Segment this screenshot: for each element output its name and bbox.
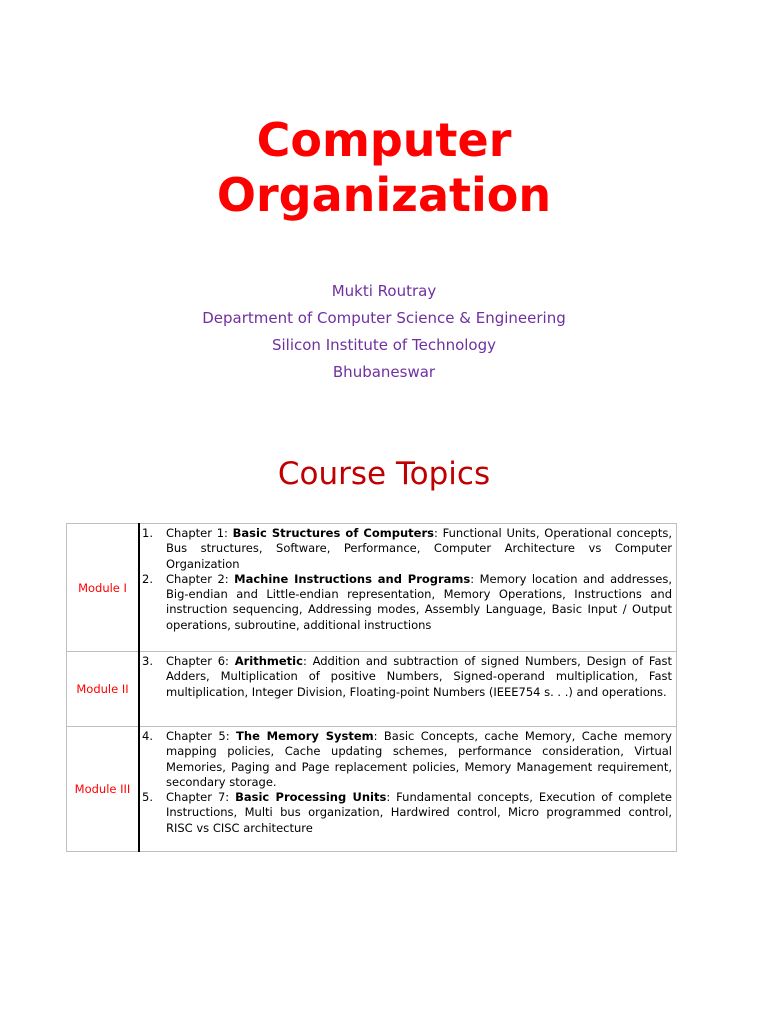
topic-title: Basic Processing Units bbox=[235, 790, 387, 805]
topic-description: : Fundamental concepts, Execution of complete Instructions, Multi bus organization, Hardwired control, Micro programmed control, RISC vs CISC architecture bbox=[166, 790, 672, 835]
topic-text bbox=[166, 790, 672, 836]
module-label: Module III bbox=[67, 727, 140, 852]
author-department: Department of Computer Science & Engineering bbox=[202, 309, 566, 327]
course-topics-table bbox=[66, 523, 677, 852]
topic-title: Machine Instructions and Programs bbox=[234, 571, 471, 586]
title-line-2: Organization bbox=[216, 168, 552, 222]
topic-text bbox=[166, 729, 672, 790]
topic-chapter: Chapter 2: bbox=[166, 571, 235, 586]
topic-title: The Memory System bbox=[236, 729, 374, 743]
table-row bbox=[67, 727, 677, 852]
topic-chapter: Chapter 7: bbox=[166, 790, 236, 805]
topic-text bbox=[166, 572, 672, 633]
list-item bbox=[142, 526, 672, 572]
topic-number: 2. bbox=[142, 571, 153, 586]
topic-chapter: Chapter 1: bbox=[166, 526, 233, 540]
topic-description: : Functional Units, Operational concepts, Bus structures, Software, Performance, Computer Architecture vs Computer Organization bbox=[166, 526, 672, 571]
author-name: Mukti Routray bbox=[331, 282, 437, 300]
module-topics bbox=[139, 652, 677, 727]
title-line-1: Computer bbox=[256, 113, 512, 167]
topic-description: : Memory location and addresses, Big-endian and Little-endian representation, Memory Operations, Instructions and instruction sequencing, Addressing modes, Assembly Language, Basic Input / Output operations, subroutine, additional instructions bbox=[166, 571, 672, 632]
topic-description: : Addition and subtraction of signed Numbers, Design of Fast Adders, Multiplication of positive Numbers, Signed-operand multiplication, Fast multiplication, Integer Division, Floating-point Numbers (IEEE754 s. . .) and operations. bbox=[166, 654, 672, 699]
topic-number: 3. bbox=[142, 654, 153, 668]
module-label: Module II bbox=[67, 652, 140, 727]
author-city: Bhubaneswar bbox=[332, 363, 436, 381]
list-item bbox=[142, 790, 672, 836]
topic-title: Arithmetic bbox=[234, 654, 303, 668]
author-institute: Silicon Institute of Technology bbox=[271, 336, 497, 354]
topic-number: 5. bbox=[142, 790, 153, 805]
table-row bbox=[67, 524, 677, 652]
list-item bbox=[142, 654, 672, 700]
topic-number: 4. bbox=[142, 729, 153, 743]
list-item bbox=[142, 572, 672, 633]
section-heading: Course Topics bbox=[277, 456, 491, 492]
topic-chapter: Chapter 5: bbox=[166, 729, 237, 743]
list-item bbox=[142, 729, 672, 790]
module-topics bbox=[139, 524, 677, 652]
author-block bbox=[0, 278, 768, 386]
document-title bbox=[0, 113, 768, 223]
topic-number: 1. bbox=[142, 526, 153, 540]
module-topics bbox=[139, 727, 677, 852]
topic-title: Basic Structures of Computers bbox=[232, 526, 434, 540]
topic-description: : Basic Concepts, cache Memory, Cache memory mapping policies, Cache updating schemes, performance consideration, Virtual Memories, Paging and Page replacement policies, Memory Management requirement, secondary storage. bbox=[166, 729, 672, 789]
module-label: Module I bbox=[67, 524, 140, 652]
topic-text bbox=[166, 526, 672, 572]
table-row bbox=[67, 652, 677, 727]
topic-chapter: Chapter 6: bbox=[166, 654, 235, 668]
topic-text bbox=[166, 654, 672, 700]
